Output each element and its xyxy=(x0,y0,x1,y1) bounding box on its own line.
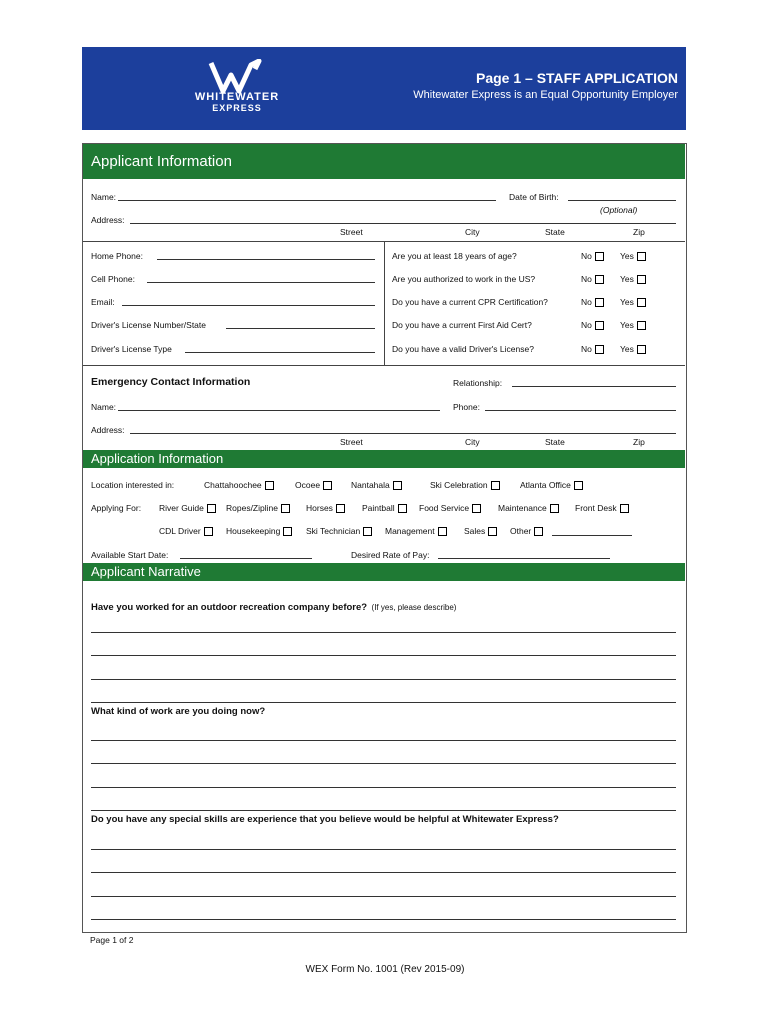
position-label: Ski Technician xyxy=(306,526,361,536)
checkbox[interactable] xyxy=(595,252,604,261)
answer-line[interactable] xyxy=(91,872,676,873)
page-subtitle: Whitewater Express is an Equal Opportunity Employer xyxy=(413,89,678,101)
position-label: Sales xyxy=(464,526,486,536)
emergency-state-caption: State xyxy=(545,437,565,447)
checkbox[interactable] xyxy=(637,345,646,354)
position-label: Food Service xyxy=(419,503,470,513)
first-aid-no-option[interactable] xyxy=(581,320,604,330)
checkbox[interactable] xyxy=(398,504,407,513)
location-option-label: Chattahoochee xyxy=(204,480,262,490)
dob-field[interactable] xyxy=(568,200,676,201)
pay-rate-label: Desired Rate of Pay: xyxy=(351,550,430,560)
cpr-no-option[interactable] xyxy=(581,297,604,307)
checkbox[interactable] xyxy=(595,275,604,284)
question-first-aid: Do you have a current First Aid Cert? xyxy=(392,320,532,330)
checkbox[interactable] xyxy=(574,481,583,490)
location-ski-celebration[interactable] xyxy=(430,480,500,490)
position-food-service[interactable] xyxy=(419,503,481,513)
location-atlanta-office[interactable] xyxy=(520,480,583,490)
answer-line[interactable] xyxy=(91,702,676,703)
checkbox[interactable] xyxy=(637,298,646,307)
name-field[interactable] xyxy=(118,200,496,201)
age-yes-option[interactable] xyxy=(620,251,646,261)
location-option-label: Ocoee xyxy=(295,480,321,490)
cell-phone-field[interactable] xyxy=(147,282,375,283)
emergency-street-caption: Street xyxy=(340,437,363,447)
emergency-city-caption: City xyxy=(465,437,480,447)
answer-line[interactable] xyxy=(91,655,676,656)
emergency-name-label: Name: xyxy=(91,402,117,412)
no-label: No xyxy=(581,344,592,354)
license-no-option[interactable] xyxy=(581,344,604,354)
location-label: Location interested in: xyxy=(91,480,175,490)
emergency-address-field[interactable] xyxy=(130,433,676,434)
position-label: Ropes/Zipline xyxy=(226,503,278,513)
answer-line[interactable] xyxy=(91,740,676,741)
applying-for-label: Applying For: xyxy=(91,503,142,513)
question-license: Do you have a valid Driver's License? xyxy=(392,344,534,354)
checkbox[interactable] xyxy=(283,527,292,536)
position-river-guide[interactable] xyxy=(159,503,216,513)
home-phone-label: Home Phone: xyxy=(91,251,143,261)
checkbox[interactable] xyxy=(637,275,646,284)
cell-phone-label: Cell Phone: xyxy=(91,274,135,284)
checkbox[interactable] xyxy=(550,504,559,513)
cpr-yes-option[interactable] xyxy=(620,297,646,307)
no-label: No xyxy=(581,320,592,330)
position-label: Housekeeping xyxy=(226,526,281,536)
email-label: Email: xyxy=(91,297,115,307)
emergency-phone-field[interactable] xyxy=(485,410,676,411)
logo-line1: WHITEWATER xyxy=(194,91,280,103)
emergency-name-field[interactable] xyxy=(118,410,440,411)
narrative-question-3: Do you have any special skills are experience that you believe would be helpful at Whitewater Express? xyxy=(91,814,559,825)
page-number: Page 1 of 2 xyxy=(90,935,134,945)
address-street-caption: Street xyxy=(340,227,363,237)
license-type-field[interactable] xyxy=(185,352,375,353)
license-yes-option[interactable] xyxy=(620,344,646,354)
position-sales[interactable] xyxy=(464,526,497,536)
answer-line[interactable] xyxy=(91,679,676,680)
question-1-text: Have you worked for an outdoor recreation company before? xyxy=(91,602,368,613)
question-age: Are you at least 18 years of age? xyxy=(392,251,517,261)
relationship-label: Relationship: xyxy=(453,378,503,388)
checkbox[interactable] xyxy=(336,504,345,513)
no-label: No xyxy=(581,297,592,307)
position-paintball[interactable] xyxy=(362,503,407,513)
address-state-caption: State xyxy=(545,227,565,237)
checkbox[interactable] xyxy=(323,481,332,490)
address-city-caption: City xyxy=(465,227,480,237)
position-housekeeping[interactable] xyxy=(226,526,292,536)
checkbox[interactable] xyxy=(438,527,447,536)
authorized-yes-option[interactable] xyxy=(620,274,646,284)
position-horses[interactable] xyxy=(306,503,345,513)
emergency-phone-label: Phone: xyxy=(453,402,480,412)
no-label: No xyxy=(581,274,592,284)
location-option-label: Nantahala xyxy=(351,480,390,490)
yes-label: Yes xyxy=(620,320,634,330)
position-front-desk[interactable] xyxy=(575,503,629,513)
position-label: Paintball xyxy=(362,503,395,513)
answer-line[interactable] xyxy=(91,787,676,788)
logo-w-mark-icon xyxy=(207,59,267,95)
section-applicant-information: Applicant Information xyxy=(83,144,685,179)
first-aid-yes-option[interactable] xyxy=(620,320,646,330)
answer-line[interactable] xyxy=(91,810,676,811)
column-divider xyxy=(384,241,385,365)
company-logo xyxy=(182,59,292,121)
yes-label: Yes xyxy=(620,297,634,307)
checkbox[interactable] xyxy=(265,481,274,490)
section-applicant-narrative: Applicant Narrative xyxy=(83,563,685,581)
position-label: CDL Driver xyxy=(159,526,201,536)
position-other-field[interactable] xyxy=(552,535,632,536)
header-banner xyxy=(82,47,686,130)
license-number-field[interactable] xyxy=(226,328,375,329)
emergency-address-label: Address: xyxy=(91,425,125,435)
relationship-field[interactable] xyxy=(512,386,676,387)
position-label: Front Desk xyxy=(575,503,617,513)
answer-line[interactable] xyxy=(91,763,676,764)
dob-label: Date of Birth: xyxy=(509,192,559,202)
location-option-label: Atlanta Office xyxy=(520,480,571,490)
checkbox[interactable] xyxy=(637,321,646,330)
position-label: Other xyxy=(510,526,532,536)
narrative-question-2: What kind of work are you doing now? xyxy=(91,706,266,717)
emergency-contact-title: Emergency Contact Information xyxy=(91,376,251,388)
position-maintenance[interactable] xyxy=(498,503,559,513)
position-ropes-zipline[interactable] xyxy=(226,503,290,513)
checkbox[interactable] xyxy=(207,504,216,513)
address-label: Address: xyxy=(91,215,125,225)
position-label: Management xyxy=(385,526,435,536)
yes-label: Yes xyxy=(620,251,634,261)
answer-line[interactable] xyxy=(91,896,676,897)
license-number-label: Driver's License Number/State xyxy=(91,320,206,330)
answer-line[interactable] xyxy=(91,632,676,633)
checkbox[interactable] xyxy=(281,504,290,513)
checkbox[interactable] xyxy=(534,527,543,536)
checkbox[interactable] xyxy=(595,345,604,354)
checkbox[interactable] xyxy=(637,252,646,261)
checkbox[interactable] xyxy=(363,527,372,536)
position-ski-technician[interactable] xyxy=(306,526,372,536)
checkbox[interactable] xyxy=(472,504,481,513)
position-label: Maintenance xyxy=(498,503,547,513)
answer-line[interactable] xyxy=(91,919,676,920)
address-zip-caption: Zip xyxy=(633,227,645,237)
logo-line2: EXPRESS xyxy=(212,103,262,113)
checkbox[interactable] xyxy=(393,481,402,490)
section-application-information: Application Information xyxy=(83,450,685,468)
location-chattahoochee[interactable] xyxy=(204,480,274,490)
answer-line[interactable] xyxy=(91,849,676,850)
question-authorized: Are you authorized to work in the US? xyxy=(392,274,536,284)
start-date-label: Available Start Date: xyxy=(91,550,169,560)
dob-optional-note: (Optional) xyxy=(600,205,638,215)
form-number: WEX Form No. 1001 (Rev 2015-09) xyxy=(305,964,465,975)
page-title: Page 1 – STAFF APPLICATION xyxy=(476,70,678,86)
checkbox[interactable] xyxy=(488,527,497,536)
address-field[interactable] xyxy=(130,223,676,224)
position-label: River Guide xyxy=(159,503,204,513)
authorized-no-option[interactable] xyxy=(581,274,604,284)
position-label: Horses xyxy=(306,503,333,513)
pay-rate-field[interactable] xyxy=(438,558,610,559)
name-label: Name: xyxy=(91,192,117,202)
narrative-question-1 xyxy=(91,597,456,615)
checkbox[interactable] xyxy=(491,481,500,490)
no-label: No xyxy=(581,251,592,261)
position-cdl-driver[interactable] xyxy=(159,526,213,536)
checkbox[interactable] xyxy=(595,298,604,307)
start-date-field[interactable] xyxy=(180,558,312,559)
checkbox[interactable] xyxy=(204,527,213,536)
position-management[interactable] xyxy=(385,526,447,536)
age-no-option[interactable] xyxy=(581,251,604,261)
location-ocoee[interactable] xyxy=(295,480,332,490)
location-nantahala[interactable] xyxy=(351,480,402,490)
email-field[interactable] xyxy=(122,305,375,306)
license-type-label: Driver's License Type xyxy=(91,344,172,354)
emergency-zip-caption: Zip xyxy=(633,437,645,447)
checkbox[interactable] xyxy=(620,504,629,513)
home-phone-field[interactable] xyxy=(157,259,375,260)
question-cpr: Do you have a current CPR Certification? xyxy=(392,297,548,307)
position-other[interactable] xyxy=(510,526,543,536)
location-option-label: Ski Celebration xyxy=(430,480,488,490)
yes-label: Yes xyxy=(620,274,634,284)
yes-label: Yes xyxy=(620,344,634,354)
question-1-note: (If yes, please describe) xyxy=(371,603,457,612)
checkbox[interactable] xyxy=(595,321,604,330)
divider xyxy=(83,365,685,366)
